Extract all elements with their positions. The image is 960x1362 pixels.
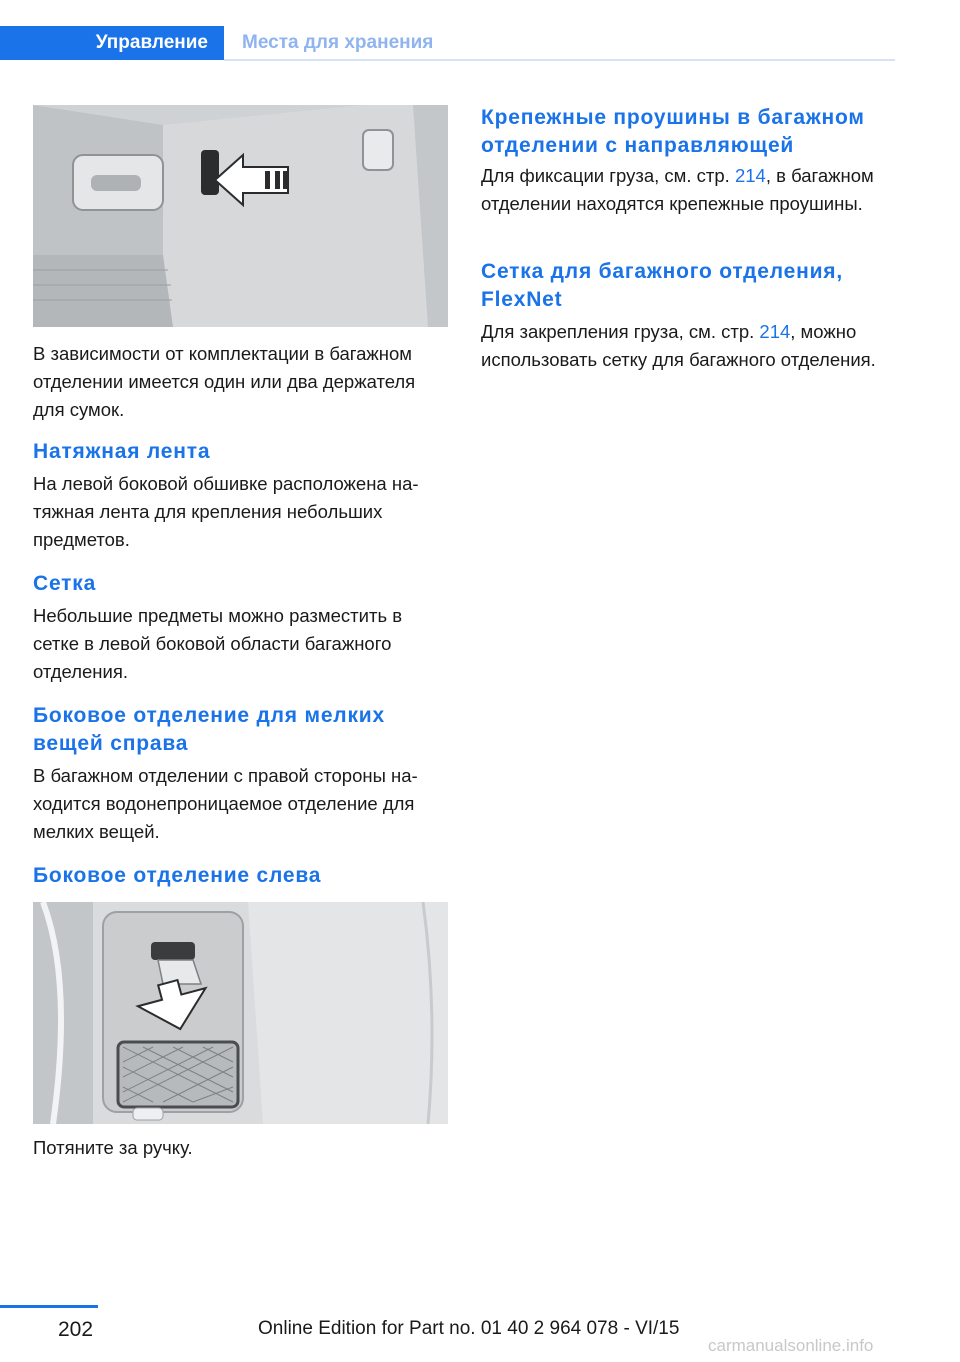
paragraph-pull-handle: Потяните за ручку.	[33, 1137, 193, 1158]
heading-tie-down-eyes: Крепежные проушины в багажном отделении с направляющей	[481, 106, 865, 157]
paragraph-flexnet: Для закрепления груза, см. стр. 214, можно использовать сетку для багажного отделения.	[481, 321, 876, 370]
section-tab-active[interactable]: Управление	[0, 26, 224, 60]
paragraph-right-compartment: В багажном отделении с правой стороны находится водонепроницаемое отделение для мелких вещей.	[33, 765, 418, 842]
heading-net: Сетка	[33, 572, 97, 595]
page-number: 202	[58, 1318, 94, 1341]
footer-divider	[0, 1305, 98, 1308]
paragraph-strap: На левой боковой обшивке расположена натяжная лента для крепления небольших предметов.	[33, 473, 419, 550]
edition-note: Online Edition for Part no. 01 40 2 964 078 - VI/15	[258, 1318, 680, 1339]
page-header	[0, 0, 895, 62]
heading-right-compartment: Боковое отделение для мелких вещей справа	[33, 704, 385, 755]
figure-left-compartment	[33, 902, 448, 1124]
paragraph-net: Небольшие предметы можно разместить в сетке в левой боковой области багажного отделения.	[33, 605, 403, 682]
heading-strap: Натяжная лента	[33, 440, 211, 463]
page-ref-link[interactable]: 214	[734, 165, 766, 186]
header-divider	[224, 59, 895, 61]
figure-bag-holder	[33, 105, 448, 327]
heading-flexnet: Сетка для багажного отделения, FlexNet	[481, 260, 843, 311]
heading-left-compartment: Боковое отделение слева	[33, 864, 322, 887]
paragraph-bag-holders: В зависимости от комплектации в багажном отделении имеется один или два держателя для сумок.	[33, 343, 416, 420]
paragraph-tie-down-eyes: Для фиксации груза, см. стр. 214, в багажном отделении находятся крепежные проушины.	[481, 165, 874, 214]
page-ref-link[interactable]: 214	[759, 321, 791, 342]
watermark: carmanualsonline.info	[708, 1336, 874, 1355]
section-tab-current[interactable]: Места для хранения	[242, 32, 434, 53]
